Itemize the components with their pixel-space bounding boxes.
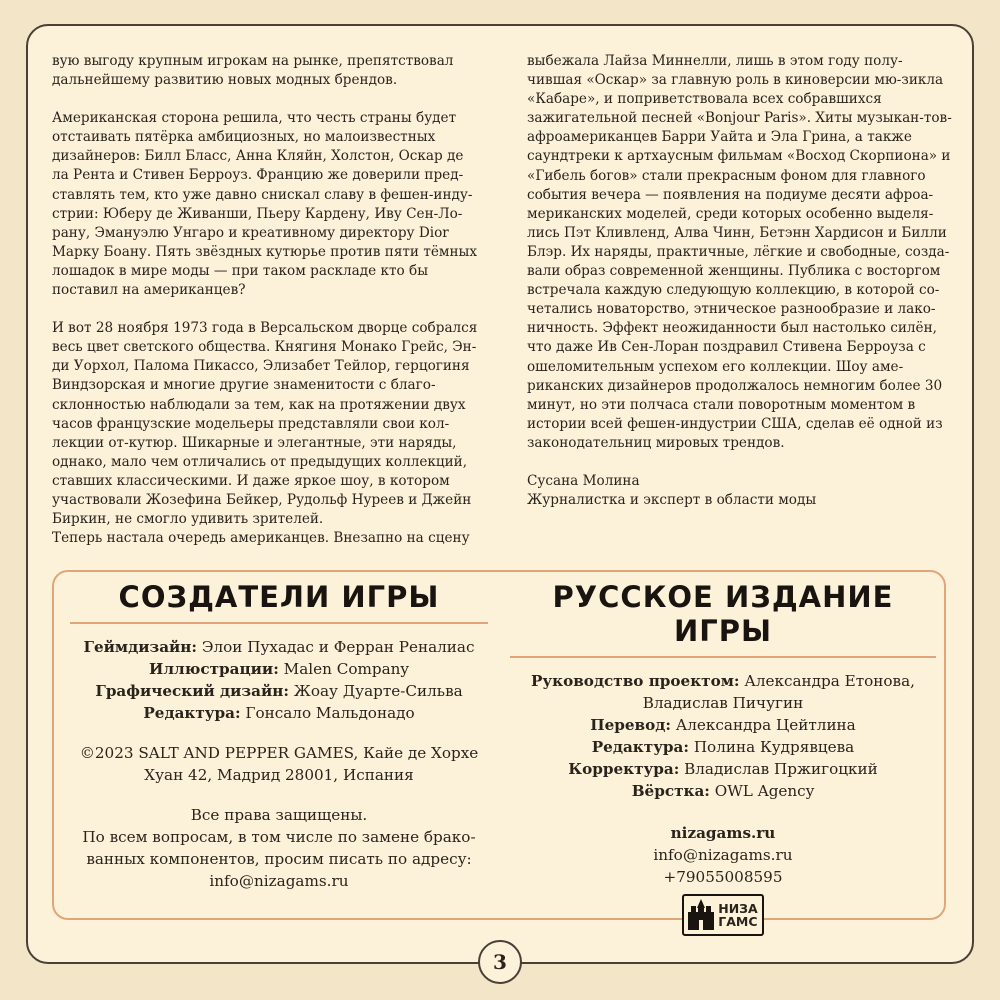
contact-block (66, 804, 492, 892)
credit-role: Перевод: (590, 716, 671, 734)
article-paragraph: Теперь настала очередь американцев. Внезапно на сцену (52, 530, 470, 547)
article-paragraph: И вот 28 ноября 1973 года в Версальском дворце собрался весь цвет светского общества. Княгиня Монако Грейс, Эн-ди Уорхол, Палома Пикассо, Элизабет Тейлор, герцогиня Виндзорская и многие другие знаменитости с благо-склонностью наблюдали за тем, как на протяжении двух часов французские модельеры представляли свои кол-лекции от-кутюр. Шикарные и элегантные, эти наряды, однако, мало чем отличались от предыдущих коллекций, ставших классическими. И даже яркое шоу, в котором участвовали Жозефина Бейкер, Рудольф Нуреев и Джейн Биркин, не смогло удивить зрителей. (52, 320, 478, 528)
credit-role: Редактура: (591, 738, 689, 756)
castle-icon (686, 898, 716, 932)
email-link[interactable]: info@nizagams.ru (653, 846, 793, 864)
credit-name: Жоау Дуарте-Сильва (293, 682, 463, 700)
credit-role: Руководство проектом: (531, 672, 740, 690)
copyright-block (66, 742, 492, 786)
credit-name: Александра Цейтлина (675, 716, 856, 734)
article-paragraph: вую выгоду крупным игрокам на рынке, препятствовал дальнейшему развитию новых модных брендов. (52, 53, 454, 89)
credit-name: Гонсало Мальдонадо (245, 704, 415, 722)
credit-role: Редактура: (143, 704, 241, 722)
article-paragraph: Американская сторона решила, что честь страны будет отстаивать пятёрка амбициозных, но малоизвестных дизайнеров: Билл Бласс, Анна Кляйн, Холстон, Оскар де ла Рента и Стивен Берроуз. Францию же доверили пред-ставлять тем, кто уже давно снискал славу в фешен-инду-стрии: Юберу де Живанши, Пьеру Кардену, Иву Сен-Ло-рану, Эмануэлю Унгаро и креативному директору Dior Марку Боану. Пять звёздных кутюрье против пяти тёмных лошадок в мире моды — при таком раскладе кто бы поставил на американцев? (52, 110, 477, 299)
author-title: Журналистка и эксперт в области моды (527, 492, 817, 509)
russian-edition-list (510, 670, 936, 802)
credit-role: Вёрстка: (631, 782, 710, 800)
credit-row (66, 680, 492, 702)
creators-list (66, 636, 492, 724)
creators-section (66, 580, 492, 892)
credit-name: Malen Company (283, 660, 410, 678)
logo-line: НИЗА (718, 901, 758, 916)
credit-row (510, 780, 936, 802)
article-paragraph: выбежала Лайза Миннелли, лишь в этом году полу-чившая «Оскар» за главную роль в киноверсии мю-зикла «Кабаре», и поприветствовала всех собравшихся зажигательной песней «Bonjour Paris». Хиты музыкан-тов-афроамериканцев Барри Уайта и Эла Грина, а также саундтреки к артхаусным фильмам «Восход Скорпиона» и «Гибель богов» стали прекрасным фоном для главного события вечера — появления на подиуме десяти афроа-мериканских моделей, среди которых особенно выделя-лись Пэт Кливленд, Алва Чинн, Бетэнн Хардисон и Билли Блэр. Их наряды, практичные, лёгкие и свободные, созда-вали образ современной женщины. Публика с восторгом встречала каждую следующую коллекцию, в которой со-четались новаторство, этническое разнообразие и лако-ничность. Эффект неожиданности был настолько силён, что даже Ив Сен-Лоран поздравил Стивена Берроуза с ошеломительным успехом его коллекции. Шоу аме-риканских дизайнеров продолжалось немногим более 30 минут, но эти полчаса стали поворотным моментом в истории всей фешен-индустрии США, сделав её одной из законодательниц мировых трендов. (527, 53, 952, 451)
publisher-contacts (510, 822, 936, 888)
copyright-line: ©2023 SALT AND PEPPER GAMES, Кайе де Хорхе (79, 744, 479, 762)
credit-name: OWL Agency (714, 782, 815, 800)
rights-text: Все права защищены. (190, 806, 368, 824)
credit-row (510, 692, 936, 714)
russian-edition-heading: РУССКОЕ ИЗДАНИЕ ИГРЫ (510, 580, 936, 658)
contact-text: По всем вопросам, в том числе по замене брако- (82, 828, 476, 846)
credit-role: Корректура: (568, 760, 680, 778)
website-link[interactable]: nizagams.ru (670, 824, 776, 842)
credit-name: Владислав Пржигоцкий (684, 760, 878, 778)
article-right-column (527, 52, 952, 510)
logo-line: ГАМС (718, 914, 758, 929)
credit-name: Полина Кудрявцева (693, 738, 855, 756)
logo-text (718, 902, 757, 928)
credit-role: Геймдизайн: (83, 638, 198, 656)
author-name: Сусана Молина (527, 472, 640, 489)
credit-row (66, 702, 492, 724)
credit-row (510, 736, 936, 758)
russian-edition-section (510, 580, 936, 936)
credit-name: Владислав Пичугин (642, 694, 804, 712)
article-left-column (52, 52, 484, 548)
page-number: 3 (478, 940, 522, 984)
phone-number: +79055008595 (663, 868, 783, 886)
credits-box (52, 570, 946, 929)
credit-row (510, 758, 936, 780)
contact-email[interactable]: info@nizagams.ru (209, 872, 349, 890)
niza-gams-logo (682, 894, 763, 936)
copyright-line: Хуан 42, Мадрид 28001, Испания (144, 766, 414, 784)
credit-name: Элои Пухадас и Ферран Реналиас (201, 638, 475, 656)
credit-name: Александра Етонова, (744, 672, 915, 690)
credit-row (510, 670, 936, 692)
credit-role: Графический дизайн: (95, 682, 289, 700)
creators-heading: СОЗДАТЕЛИ ИГРЫ (70, 580, 488, 624)
contact-text: ванных компонентов, просим писать по адресу: (86, 850, 472, 868)
credit-row (66, 636, 492, 658)
credit-row (66, 658, 492, 680)
credit-role: Иллюстрации: (148, 660, 279, 678)
credit-row (510, 714, 936, 736)
